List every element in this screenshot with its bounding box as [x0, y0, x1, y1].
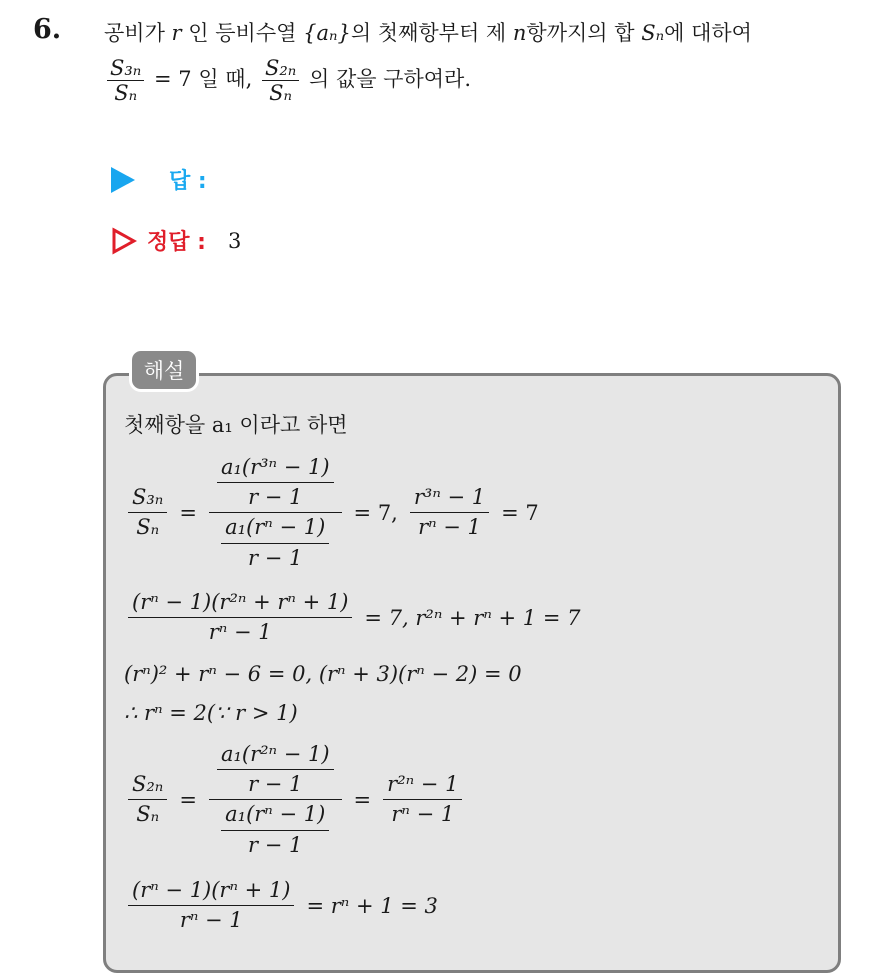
fraction-s3n-sn: $\frac{\text{S₃ₙ}}{\text{Sₙ}}$ — [107, 56, 144, 105]
correct-answer-row — [111, 225, 241, 256]
solution-line-6: $\frac{\text{S₂ₙ}}{\text{Sₙ}}$ = $\frac{\frac{\text{a₁(r²ⁿ − 1)}}{r - 1}}{\frac{\text{a₁(rⁿ − 1)}}{r - 1}}$ = $\frac{\text{r²ⁿ − 1}}{\text{rⁿ − 1}}$ — [124, 742, 466, 858]
solution-line-1: 첫째항을 a₁ 이라고 하면 — [124, 413, 348, 437]
play-triangle-icon — [111, 167, 135, 193]
solution-line-2: $\frac{\text{S₃ₙ}}{\text{Sₙ}}$ = $\frac{\frac{\text{a₁(r³ⁿ − 1)}}{r - 1}}{\frac{\text{a₁(rⁿ − 1)}}{r - 1}}$ = 7, $\frac{\text{r³ⁿ − 1}}{\text{rⁿ − 1}}$ = 7 — [124, 455, 547, 571]
solution-line-7: $\frac{\text{(rⁿ − 1)(rⁿ + 1)}}{\text{rⁿ − 1}}$ = rⁿ + 1 = 3 — [124, 878, 446, 933]
question-text-line2: $\frac{\text{S₃ₙ}}{\text{Sₙ}}$ = 7 일 때, $\frac{\text{S₂ₙ}}{\text{Sₙ}}$ 의 값을 구하여라. — [104, 56, 471, 105]
answer-row — [111, 164, 207, 195]
solution-tab: 해설 — [129, 348, 199, 392]
answer-label: 답 : — [169, 169, 207, 194]
question-number: 6. — [33, 14, 62, 45]
correct-answer-value: 3 — [227, 228, 242, 253]
question-text-line1: 공비가 r 인 등비수열 {aₙ}의 첫째항부터 제 n항까지의 합 Sₙ에 대하여 — [104, 21, 752, 45]
solution-line-5: ∴ rⁿ = 2(∵ r > 1) — [124, 701, 298, 725]
fraction-s2n-sn: $\frac{\text{S₂ₙ}}{\text{Sₙ}}$ — [262, 56, 299, 105]
solution-line-4: (rⁿ)² + rⁿ − 6 = 0, (rⁿ + 3)(rⁿ − 2) = 0 — [124, 662, 522, 686]
solution-line-3: $\frac{\text{(rⁿ − 1)(r²ⁿ + rⁿ + 1)}}{\text{rⁿ − 1}}$ = 7, r²ⁿ + rⁿ + 1 = 7 — [124, 590, 588, 645]
outline-triangle-icon — [111, 227, 137, 255]
correct-answer-label: 정답 : — [147, 230, 206, 255]
